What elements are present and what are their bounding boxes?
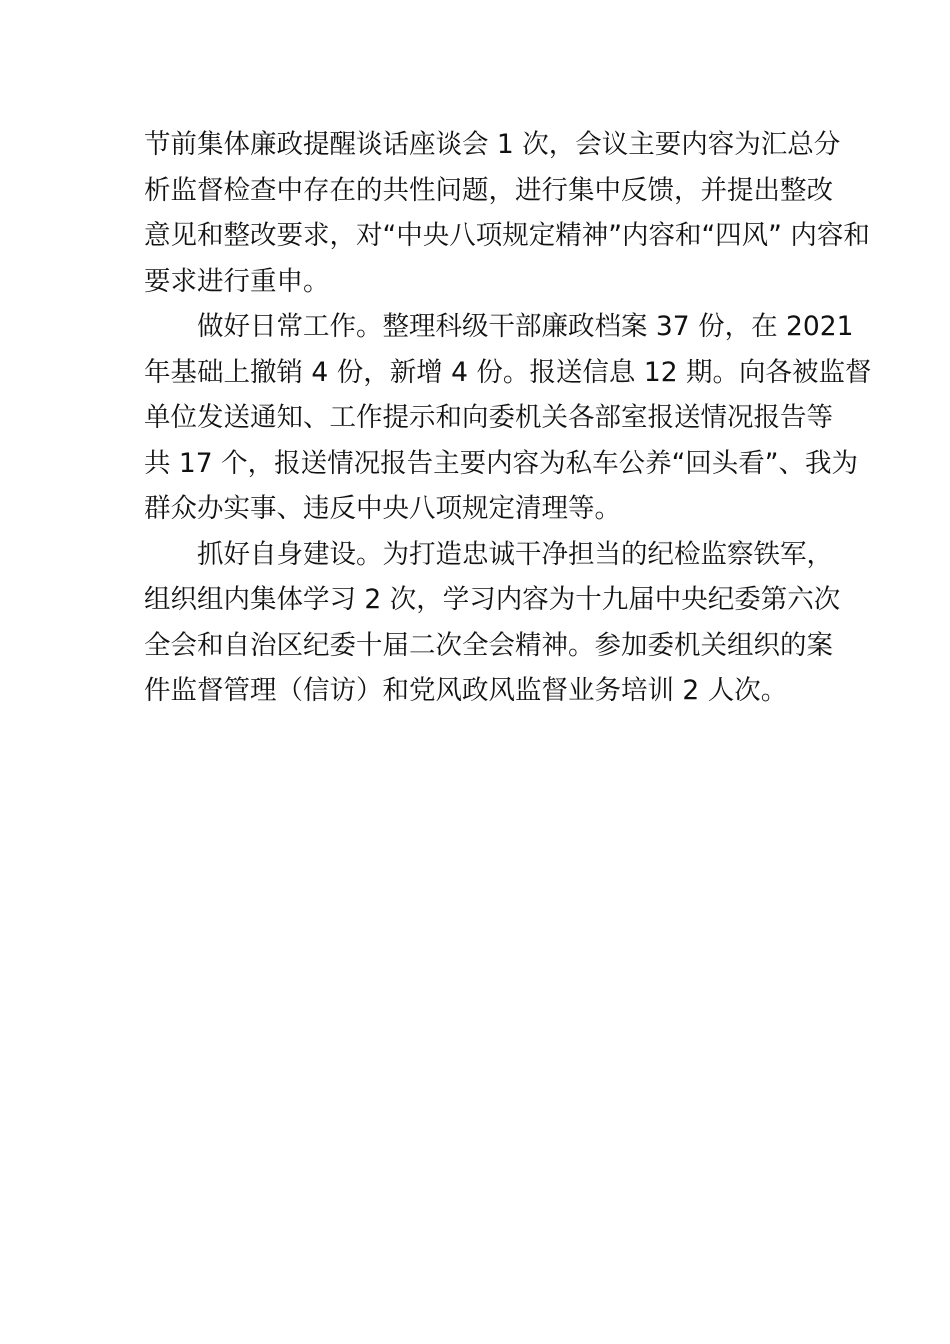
paragraph-self-building (144, 532, 841, 714)
text-line: 全会和自治区纪委十届二次全会精神。参加委机关组织的案 (144, 629, 833, 661)
text-line: 单位发送通知、工作提示和向委机关各部室报送情况报告等 (144, 402, 833, 433)
text-line: 析监督检查中存在的共性问题，进行集中反馈，并提出整改 (144, 174, 833, 206)
text-line: 群众办实事、违反中央八项规定清理等。 (144, 493, 621, 524)
text-line: 抓好自身建设。为打造忠诚干净担当的纪检监察铁军， (197, 538, 833, 570)
document-body (144, 122, 872, 714)
text-line: 年基础上撤销 4 份，新增 4 份。报送信息 12 期。向各被监督 (144, 356, 872, 388)
text-line: 件监督管理（信访）和党风政风监督业务培训 2 人次。 (144, 675, 788, 706)
paragraph-daily-work (144, 304, 872, 532)
text-line: 要求进行重申。 (144, 265, 330, 297)
text-line: 做好日常工作。整理科级干部廉政档案 37 份，在 2021 (197, 311, 854, 342)
text-line: 意见和整改要求，对“中央八项规定精神”内容和“四风” 内容和 (144, 220, 870, 251)
text-line: 共 17 个，报送情况报告主要内容为私车公养“回头看”、我为 (144, 447, 859, 479)
paragraph-meeting-summary (144, 122, 870, 304)
text-line: 节前集体廉政提醒谈话座谈会 1 次，会议主要内容为汇总分 (144, 129, 841, 160)
text-line: 组织组内集体学习 2 次，学习内容为十九届中央纪委第六次 (144, 584, 841, 615)
